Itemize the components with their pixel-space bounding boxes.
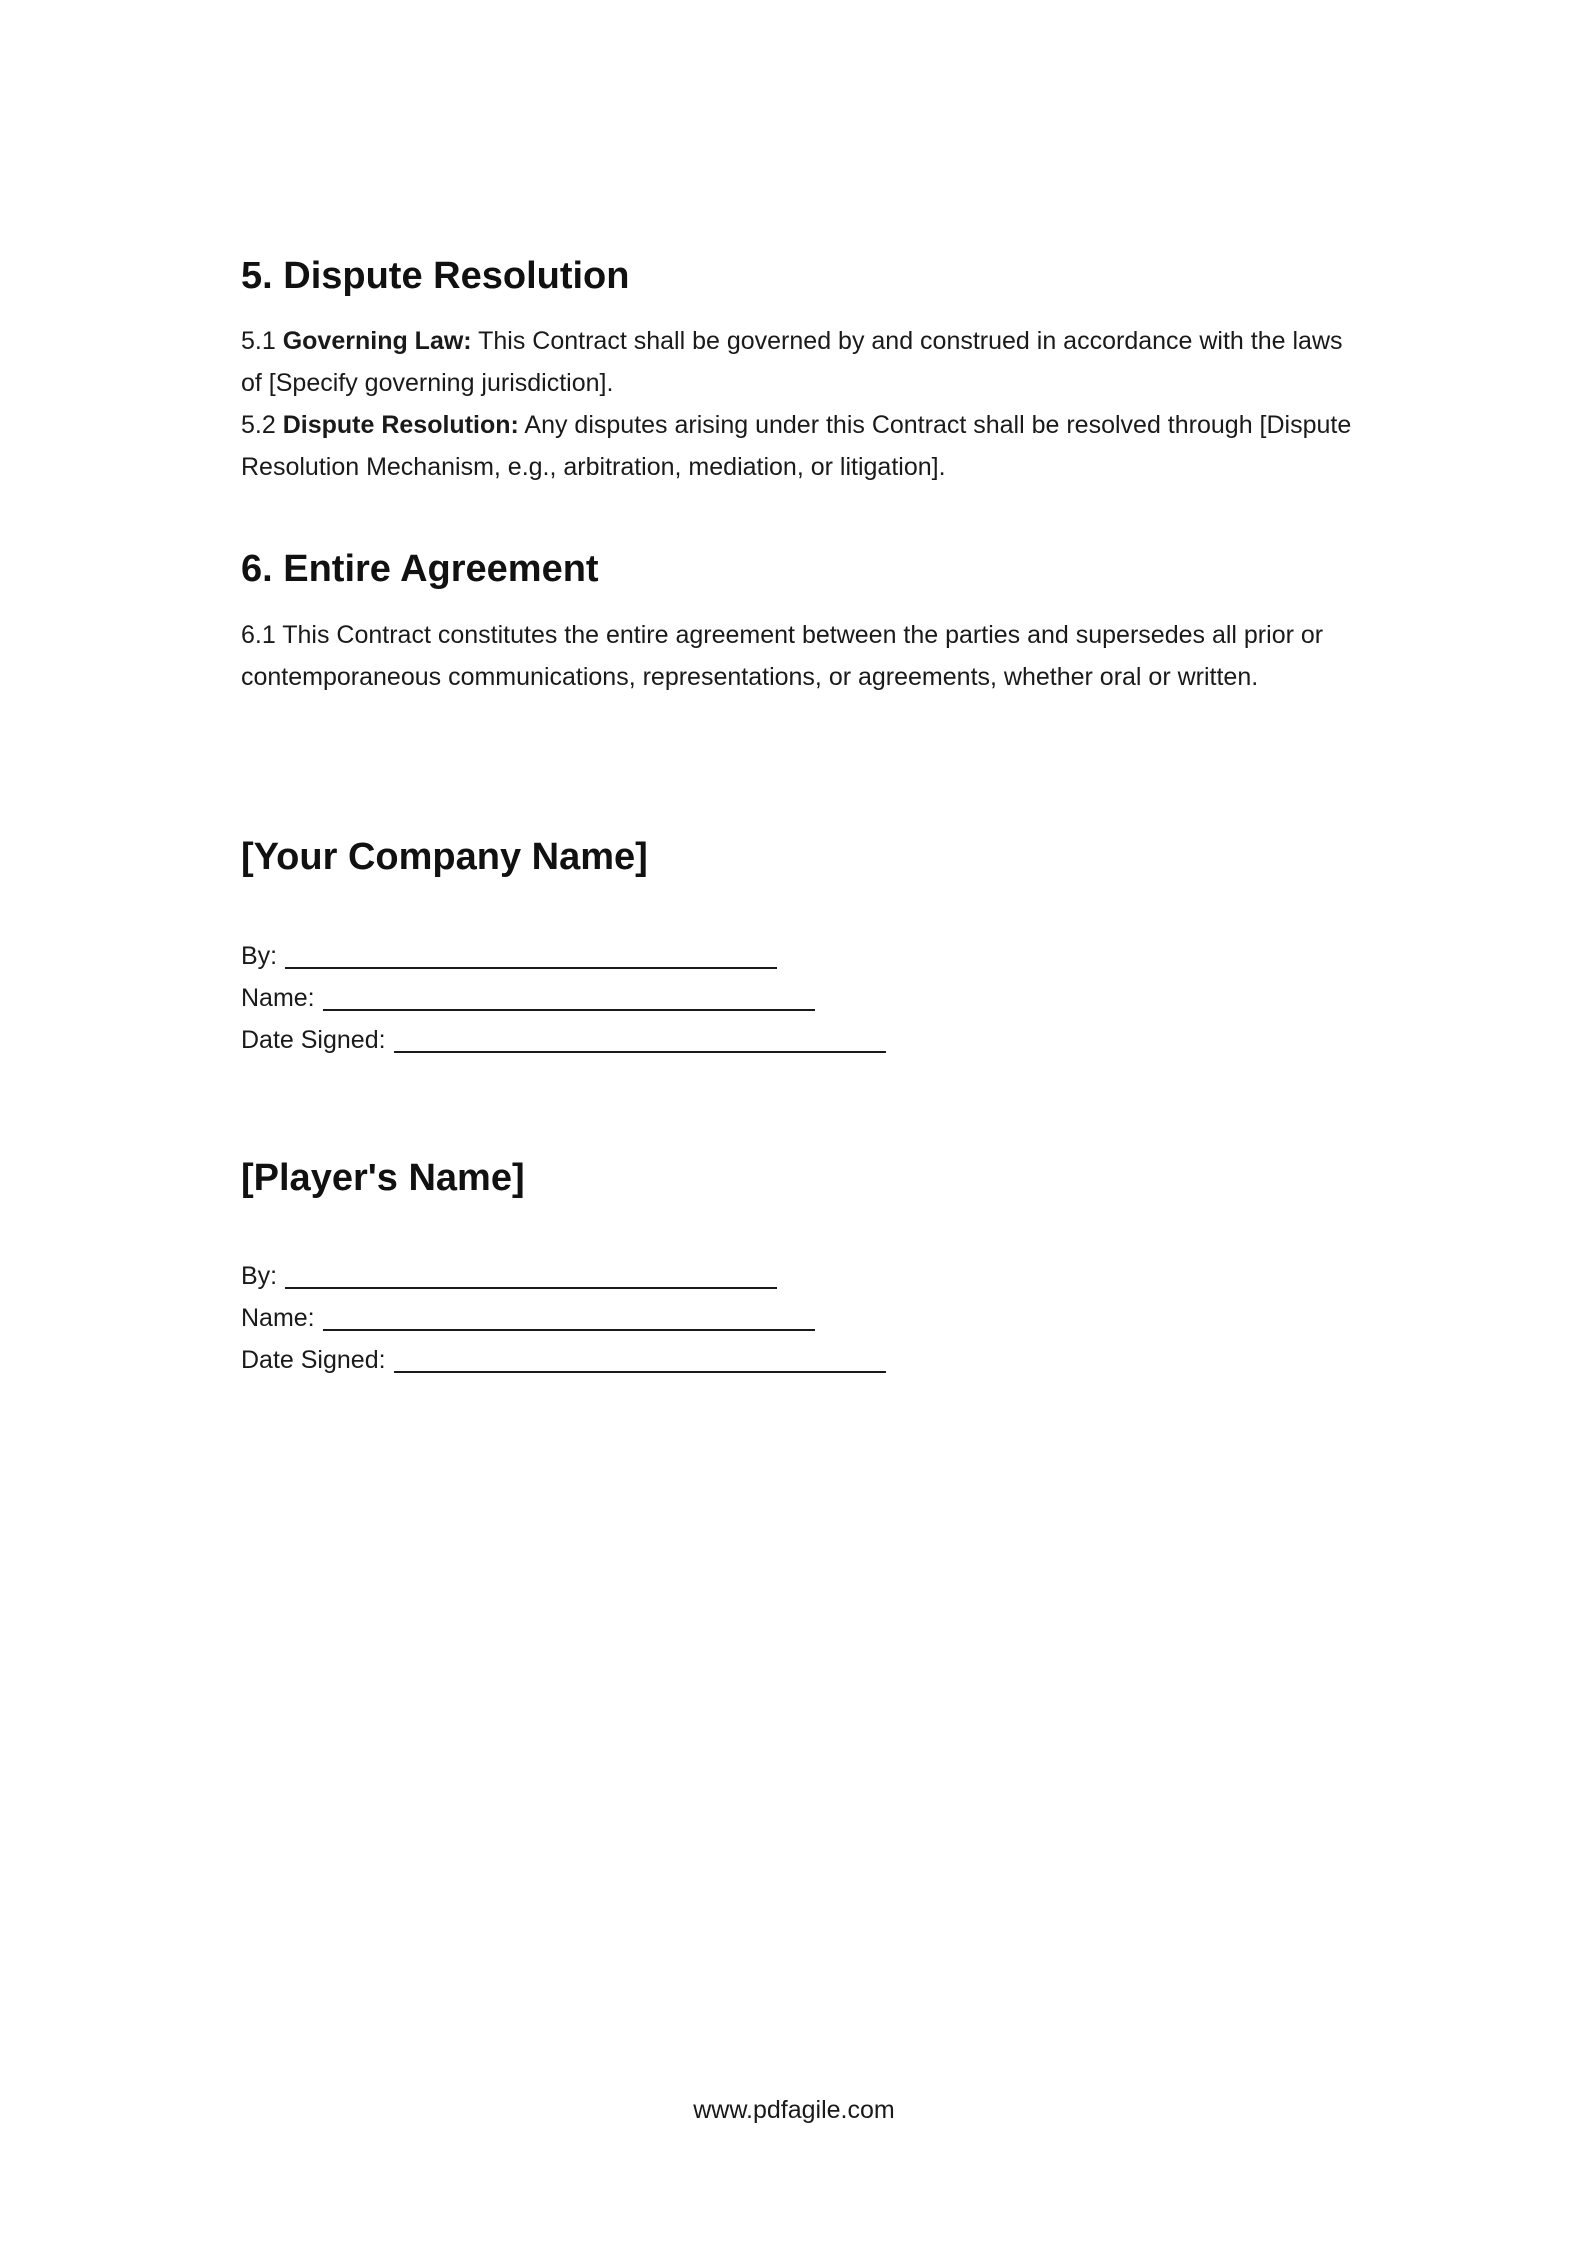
company-by-line [241,935,941,977]
company-name-field[interactable] [323,979,815,1011]
company-date-line [241,1019,941,1061]
clause-6-1-line1: 6.1 This Contract constitutes the entire agreement between the parties and supersedes all prior or [241,621,1324,649]
clause-5-2-label: Dispute Resolution: [282,411,519,439]
company-name-label: Name: [241,984,315,1012]
clause-5-1-text-line2: of [Specify governing jurisdiction]. [241,369,614,397]
clause-6-1 [241,614,1361,698]
clause-5-1 [241,320,1361,404]
player-by-label: By: [241,1262,278,1290]
footer-url[interactable]: www.pdfagile.com [693,2096,895,2124]
clause-5-1-label: Governing Law: [282,327,472,355]
clause-6-1-line2: contemporaneous communications, representations, or agreements, whether oral or written. [241,663,1259,691]
clause-5-1-number: 5.1 [241,327,276,355]
player-date-field[interactable] [394,1341,886,1373]
section-5-heading: 5. Dispute Resolution [241,255,630,297]
clause-5-1-text-line1: This Contract shall be governed by and construed in accordance with the laws [478,327,1343,355]
section-6-heading: 6. Entire Agreement [241,548,599,590]
player-by-field[interactable] [285,1257,777,1289]
player-date-line [241,1339,941,1381]
company-by-field[interactable] [285,937,777,969]
clause-5-2-number: 5.2 [241,411,276,439]
player-name-label: Name: [241,1304,315,1332]
player-name-field[interactable] [323,1299,815,1331]
clause-5-2-text-line1: Any disputes arising under this Contract shall be resolved through [Dispute [524,411,1352,439]
clause-5-2 [241,404,1361,488]
company-signature-block [241,935,941,1061]
player-name-heading: [Player's Name] [241,1157,525,1199]
company-date-label: Date Signed: [241,1026,386,1054]
company-date-field[interactable] [394,1021,886,1053]
company-by-label: By: [241,942,278,970]
clause-5-2-text-line2: Resolution Mechanism, e.g., arbitration, mediation, or litigation]. [241,453,946,481]
company-name-heading: [Your Company Name] [241,836,648,878]
player-signature-block [241,1255,941,1381]
player-name-line [241,1297,941,1339]
player-by-line [241,1255,941,1297]
company-name-line [241,977,941,1019]
player-date-label: Date Signed: [241,1346,386,1374]
